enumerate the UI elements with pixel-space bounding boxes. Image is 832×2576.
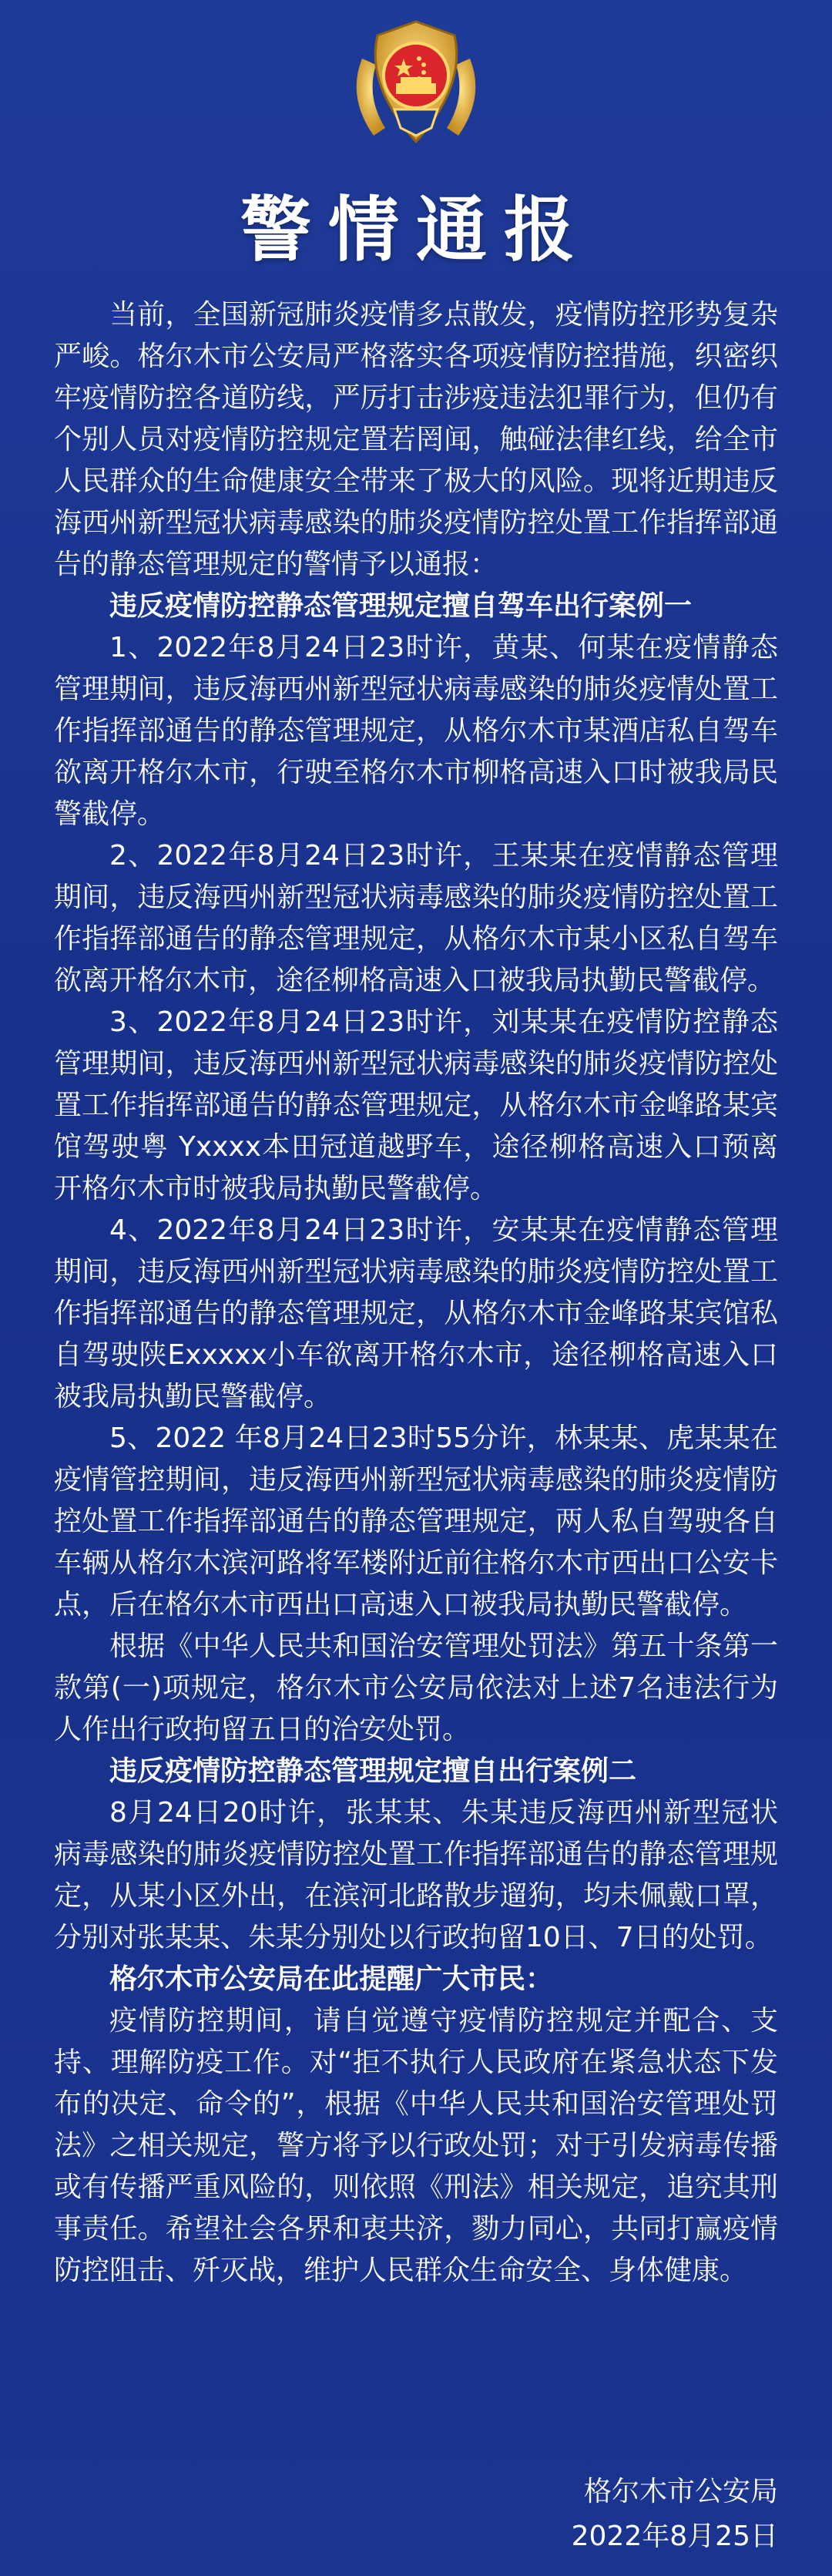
case-item-2: 2、2022年8月24日23时许，王某某在疫情静态管理期间，违反海西州新型冠状病毒感染的肺炎疫情防控处置工作指挥部通告的静态管理规定，从格尔木市某小区私自驾车欲离开格尔木市，途径柳格高速入口被我局执勤民警截停。 xyxy=(54,840,778,996)
reminder-heading: 格尔木市公安局在此提醒广大市民： xyxy=(109,1963,554,1995)
case-one-heading: 违反疫情防控静态管理规定擅自驾车出行案例一 xyxy=(109,590,693,622)
signature-org: 格尔木市公安局 xyxy=(583,2476,778,2507)
notice-body xyxy=(54,294,778,2292)
case-two-paragraph: 8月24日20时许，张某某、朱某违反海西州新型冠状病毒感染的肺炎疫情防控处置工作指挥部通告的静态管理规定，从某小区外出，在滨河北路散步遛狗，均未佩戴口罩，分别对张某某、朱某分别处以行政拘留10日、7日的处罚。 xyxy=(54,1797,778,1953)
case-two-heading: 违反疫情防控静态管理规定擅自出行案例二 xyxy=(109,1755,637,1787)
signature-date: 2022年8月25日 xyxy=(571,2521,778,2552)
reminder-paragraph: 疫情防控期间，请自觉遵守疫情防控规定并配合、支持、理解防疫工作。对“拒不执行人民政府在紧急状态下发布的决定、命令的”，根据《中华人民共和国治安管理处罚法》之相关规定，警方将予以行政处罚；对于引发病毒传播或有传播严重风险的，则依照《刑法》相关规定，追究其刑事责任。希望社会各界和衷共济，勠力同心，共同打赢疫情防控阻击、歼灭战，维护人民群众生命安全、身体健康。 xyxy=(54,2005,778,2286)
case-item-4: 4、2022年8月24日23时许，安某某在疫情静态管理期间，违反海西州新型冠状病毒感染的肺炎疫情防控处置工作指挥部通告的静态管理规定，从格尔木市金峰路某宾馆私自驾驶陕Exxxxx小车欲离开格尔木市，途径柳格高速入口被我局执勤民警截停。 xyxy=(54,1214,778,1412)
intro-paragraph: 当前，全国新冠肺炎疫情多点散发，疫情防控形势复杂严峻。格尔木市公安局严格落实各项疫情防控措施，织密织牢疫情防控各道防线，严厉打击涉疫违法犯罪行为，但仍有个别人员对疫情防控规定置若罔闻，触碰法律红线，给全市人民群众的生命健康安全带来了极大的风险。现将近期违反海西州新型冠状病毒感染的肺炎疫情防控处置工作指挥部通告的静态管理规定的警情予以通报： xyxy=(54,299,778,580)
page-title: 警情通报 xyxy=(240,188,592,271)
case-item-5: 5、2022 年8月24日23时55分许，林某某、虎某某在疫情管控期间，违反海西州新型冠状病毒感染的肺炎疫情防控处置工作指挥部通告的静态管理规定，两人私自驾驶各自车辆从格尔木滨河路将军楼附近前往格尔木市西出口公安卡点，后在格尔木市西出口高速入口被我局执勤民警截停。 xyxy=(54,1422,778,1620)
signature-block xyxy=(572,2470,778,2559)
police-emblem-icon xyxy=(339,12,493,159)
case-item-3: 3、2022年8月24日23时许，刘某某在疫情防控静态管理期间，违反海西州新型冠状病毒感染的肺炎疫情防控处置工作指挥部通告的静态管理规定，从格尔木市金峰路某宾馆驾驶粤 Yxxxx本田冠道越野车，途径柳格高速入口预离开格尔木市时被我局执勤民警截停。 xyxy=(54,1006,778,1204)
penalty-paragraph: 根据《中华人民共和国治安管理处罚法》第五十条第一款第(一)项规定，格尔木市公安局依法对上述7名违法行为人作出行政拘留五日的治安处罚。 xyxy=(54,1631,778,1745)
case-item-1: 1、2022年8月24日23时许，黄某、何某在疫情静态管理期间，违反海西州新型冠状病毒感染的肺炎疫情处置工作指挥部通告的静态管理规定，从格尔木市某酒店私自驾车欲离开格尔木市，行驶至格尔木市柳格高速入口时被我局民警截停。 xyxy=(54,632,778,830)
